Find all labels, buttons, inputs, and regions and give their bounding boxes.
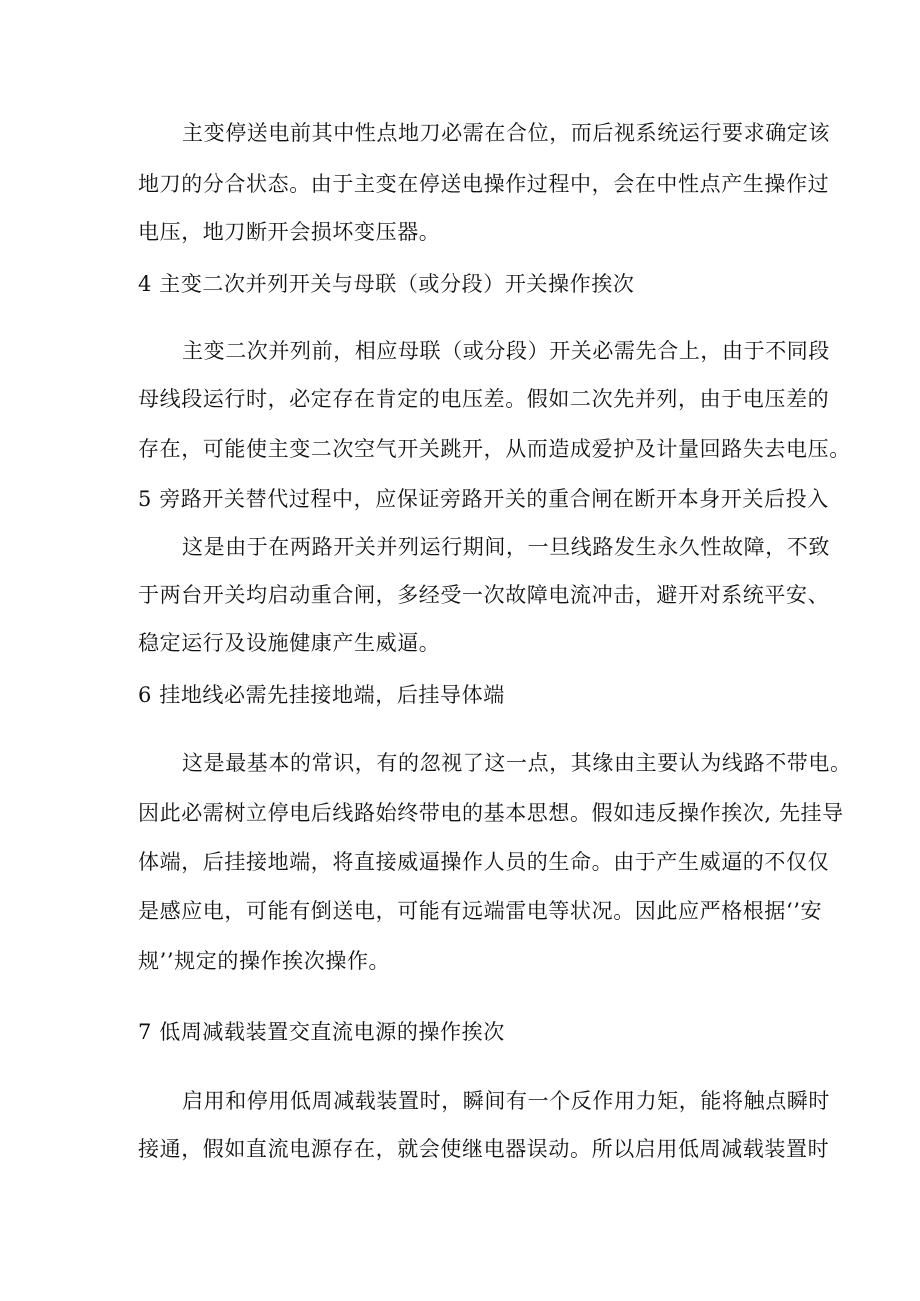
paragraph-line: 接通，假如直流电源存在，就会使继电器误动。所以启用低周减载装置时 — [138, 1137, 830, 1161]
paragraph-line: 这是最基本的常识，有的忽视了这一点，其缘由主要认为线路不带电。 — [182, 751, 852, 775]
paragraph-line: 稳定运行及设施健康产生威逼。 — [138, 631, 441, 655]
paragraph-line: 电压，地刀断开会损坏变压器。 — [138, 220, 441, 244]
paragraph-line: 地刀的分合状态。由于主变在停送电操作过程中，会在中性点产生操作过 — [138, 172, 830, 196]
paragraph-line: 主变停送电前其中性点地刀必需在合位，而后视系统运行要求确定该 — [182, 121, 830, 145]
paragraph-line: 是感应电，可能有倒送电，可能有远端雷电等状况。因此应严格根据‘’安 — [138, 899, 823, 923]
paragraph-line: 这是由于在两路开关并列运行期间，一旦线路发生永久性故障，不致 — [182, 535, 830, 559]
paragraph-line: 母线段运行时，必定存在肯定的电压差。假如二次先并列，由于电压差的 — [138, 387, 830, 411]
paragraph-line: 于两台开关均启动重合闸，多经受一次故障电流冲击，避开对系统平安、 — [138, 583, 830, 607]
section-heading: 6 挂地线必需先挂接地端，后挂导体端 — [138, 683, 505, 707]
section-heading: 4 主变二次并列开关与母联（或分段）开关操作挨次 — [138, 272, 635, 296]
paragraph-line: 规’’规定的操作挨次操作。 — [138, 949, 391, 973]
section-heading: 7 低周减载装置交直流电源的操作挨次 — [138, 1020, 505, 1044]
paragraph-line: 体端，后挂接地端，将直接威逼操作人员的生命。由于产生威逼的不仅仅 — [138, 850, 830, 874]
paragraph-line: 主变二次并列前，相应母联（或分段）开关必需先合上，由于不同段 — [182, 339, 830, 363]
section-heading: 5 旁路开关替代过程中，应保证旁路开关的重合闸在断开本身开关后投入 — [138, 487, 829, 511]
paragraph-line: 启用和停用低周减载装置时，瞬间有一个反作用力矩，能将触点瞬时 — [182, 1089, 830, 1113]
paragraph-line: 存在，可能使主变二次空气开关跳开，从而造成爱护及计量回路失去电压。 — [138, 437, 851, 461]
paragraph-line: 因此必需树立停电后线路始终带电的基本思想。假如违反操作挨次, 先挂导 — [138, 801, 844, 825]
